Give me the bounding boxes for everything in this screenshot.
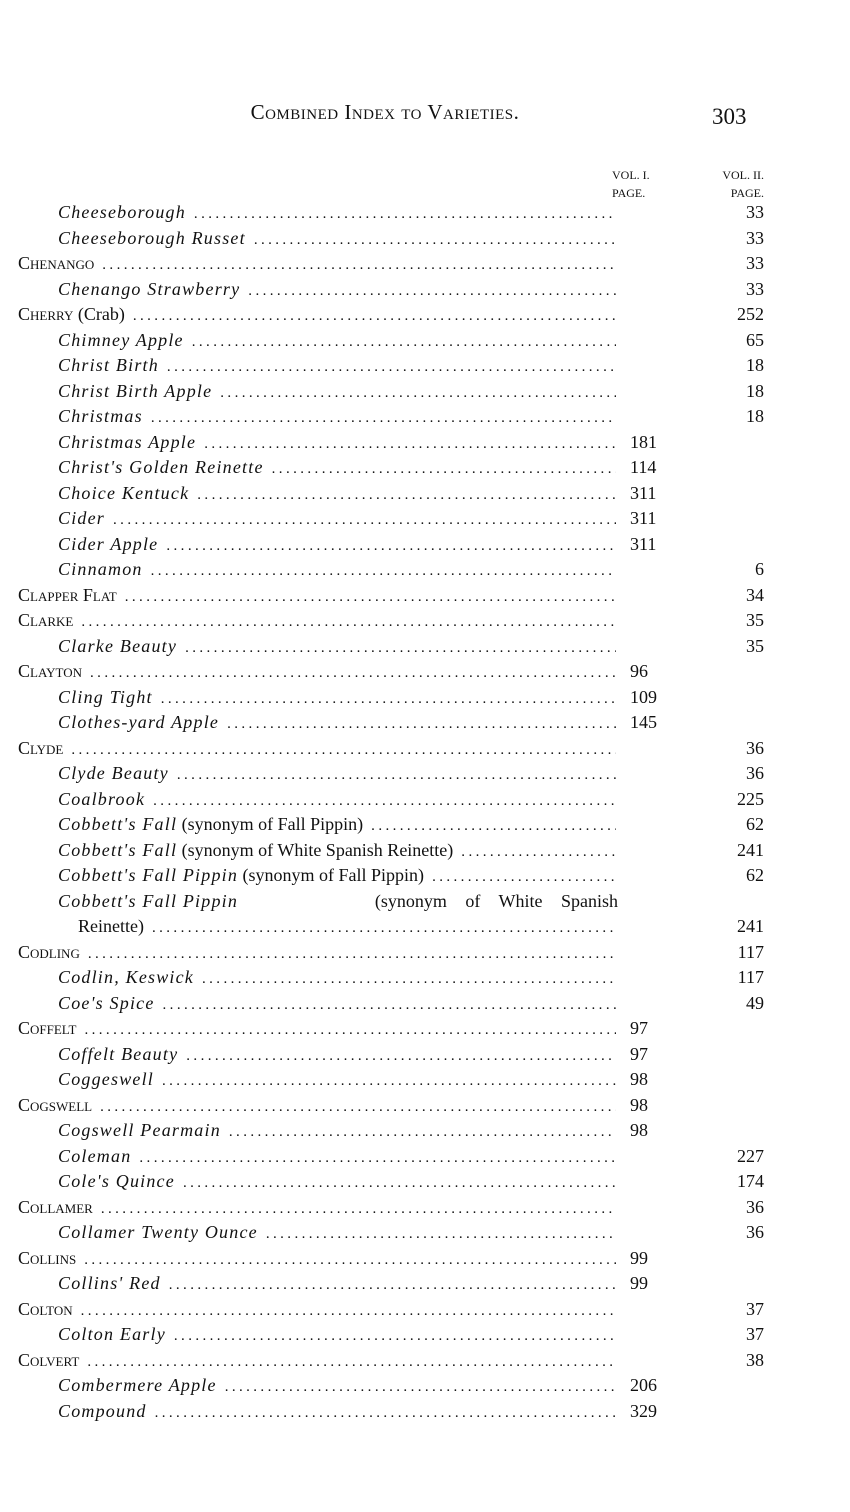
dot-leader xyxy=(101,1197,616,1223)
entry-name: Cider xyxy=(58,508,106,528)
index-entry xyxy=(18,1271,764,1297)
vol1-page: 98 xyxy=(630,1069,648,1089)
entry-name: Coe's Spice xyxy=(58,992,155,1013)
entry-lead xyxy=(18,277,240,303)
vol1-page: 98 xyxy=(630,1094,648,1115)
index-entry xyxy=(18,1067,764,1093)
entry-lead xyxy=(18,1322,166,1348)
entry-name: Christmas xyxy=(58,406,143,426)
dot-leader xyxy=(183,1171,616,1197)
index-entry xyxy=(18,634,764,660)
index-entry xyxy=(18,1042,764,1068)
vol2-page: 36 xyxy=(746,737,764,758)
entry-note: (synonym of Fall Pippin) xyxy=(181,814,364,834)
index-entry xyxy=(18,608,764,634)
entry-lead xyxy=(18,481,189,507)
entry-lead xyxy=(18,200,186,226)
index-entry xyxy=(18,761,764,787)
vol2-page: 33 xyxy=(746,253,764,273)
entry-name: Cider Apple xyxy=(58,533,159,554)
entry-lead xyxy=(18,863,424,889)
dot-leader xyxy=(151,559,616,585)
index-entry xyxy=(18,659,764,685)
entry-name: Cling Tight xyxy=(58,686,153,707)
entry-name: Christ Birth Apple xyxy=(58,380,213,401)
index-entry xyxy=(18,481,764,507)
entry-lead xyxy=(18,1373,217,1399)
dot-leader xyxy=(225,1375,616,1401)
entry-lead xyxy=(18,659,82,685)
index-entry xyxy=(18,532,764,558)
entry-lead xyxy=(18,1067,154,1093)
dot-leader xyxy=(113,508,616,534)
dot-leader xyxy=(161,687,616,713)
entry-lead xyxy=(18,1399,147,1425)
vol2-page: 117 xyxy=(737,967,764,987)
entry-lead xyxy=(18,430,196,456)
index-entry xyxy=(18,302,764,328)
index-entry xyxy=(18,430,764,456)
dot-leader xyxy=(167,355,616,381)
entry-name: Collamer xyxy=(18,1196,93,1217)
index-entry xyxy=(18,1144,764,1170)
entry-name: Choice Kentuck xyxy=(58,482,190,503)
dot-leader xyxy=(204,432,616,458)
entry-lead xyxy=(18,736,63,762)
dot-leader xyxy=(162,1069,616,1095)
dot-leader xyxy=(125,585,616,611)
index-entry xyxy=(18,1016,764,1042)
entry-lead xyxy=(18,965,194,991)
index-entries xyxy=(18,200,764,1424)
dot-leader xyxy=(139,1146,616,1172)
entry-lead xyxy=(18,940,80,966)
vol2-page: 117 xyxy=(737,941,764,962)
vol2-page: 33 xyxy=(746,202,764,222)
entry-lead xyxy=(18,379,212,405)
index-entry xyxy=(18,1169,764,1195)
entry-lead xyxy=(18,812,363,838)
dot-leader xyxy=(155,1401,616,1427)
index-entry xyxy=(18,226,764,252)
entry-lead xyxy=(18,685,153,711)
entry-lead xyxy=(18,787,145,813)
vol2-page: 174 xyxy=(737,1171,764,1191)
running-head-title: Combined Index to Varieties. xyxy=(250,100,520,124)
entry-name: Coffelt Beauty xyxy=(58,1043,179,1064)
index-entry xyxy=(18,353,764,379)
entry-name: Cobbett's Fall Pippin xyxy=(58,890,239,911)
dot-leader xyxy=(102,253,616,279)
entry-lead xyxy=(18,914,144,940)
dot-leader xyxy=(87,1350,616,1376)
dot-leader xyxy=(133,304,616,330)
vol2-page: 241 xyxy=(737,916,764,936)
vol2-page: 34 xyxy=(746,584,764,605)
entry-lead xyxy=(18,506,105,532)
entry-name: Clayton xyxy=(18,661,83,681)
index-entry xyxy=(18,328,764,354)
entry-name: Coalbrook xyxy=(58,788,146,809)
entry-name: Cogswell xyxy=(18,1094,93,1115)
entry-lead xyxy=(18,1016,76,1042)
index-entry xyxy=(18,812,764,838)
entry-name: Clyde xyxy=(18,737,64,758)
vol1-page: 145 xyxy=(630,712,657,732)
entry-lead xyxy=(18,1169,175,1195)
dot-leader xyxy=(186,1044,616,1070)
vol1-page: 311 xyxy=(630,482,657,503)
entry-name: Clarke Beauty xyxy=(58,635,178,656)
entry-name: Chenango Strawberry xyxy=(58,278,241,299)
index-entry xyxy=(18,455,764,481)
entry-lead xyxy=(18,557,143,583)
dot-leader xyxy=(177,763,616,789)
index-entry xyxy=(18,506,764,532)
vol2-page: 33 xyxy=(746,278,764,299)
vol2-page: 65 xyxy=(746,329,764,350)
entry-note: (synonym of White Spanish xyxy=(374,890,618,911)
index-entry xyxy=(18,1195,764,1221)
index-entry xyxy=(18,838,764,864)
entry-lead xyxy=(18,353,159,379)
index-entry xyxy=(18,863,764,889)
entry-name: Cobbett's Fall xyxy=(58,814,178,834)
entry-lead xyxy=(18,838,453,864)
entry-name: Colvert xyxy=(18,1349,80,1370)
entry-name: Christ's Golden Reinette xyxy=(58,457,264,477)
index-entry xyxy=(18,1297,764,1323)
dot-leader xyxy=(371,814,616,840)
entry-lead xyxy=(18,226,246,252)
entry-note: (synonym of Fall Pippin) xyxy=(242,865,425,885)
vol1-page: 97 xyxy=(630,1018,648,1038)
vol2-page: 252 xyxy=(737,304,764,324)
dot-leader xyxy=(153,789,616,815)
vol1-page: 329 xyxy=(630,1400,657,1421)
vol2-page: 18 xyxy=(746,406,764,426)
entry-name: Colton Early xyxy=(58,1324,166,1344)
entry-lead xyxy=(18,1297,73,1323)
dot-leader xyxy=(227,712,616,738)
index-entry xyxy=(18,379,764,405)
entry-lead xyxy=(18,710,219,736)
entry-name: Cole's Quince xyxy=(58,1171,175,1191)
column-header-vol2 xyxy=(700,166,764,202)
dot-leader xyxy=(169,1273,616,1299)
dot-leader xyxy=(151,406,616,432)
entry-name: Cobbett's Fall xyxy=(58,839,178,860)
dot-leader xyxy=(71,738,616,764)
entry-name: Clyde Beauty xyxy=(58,763,169,783)
dot-leader xyxy=(84,1018,616,1044)
dot-leader xyxy=(88,942,616,968)
entry-lead xyxy=(18,583,117,609)
vol1-page: 311 xyxy=(630,508,657,528)
vol2-page: 225 xyxy=(737,788,764,809)
page-number: 303 xyxy=(712,104,747,129)
vol1-page: 97 xyxy=(630,1043,648,1064)
vol2-page: 36 xyxy=(746,1196,764,1217)
entry-lead xyxy=(18,991,155,1017)
vol1-page: 206 xyxy=(630,1375,657,1395)
entry-name: Compound xyxy=(58,1400,147,1421)
vol1-page: 109 xyxy=(630,686,657,707)
entry-name: Clarke xyxy=(18,610,74,630)
entry-lead xyxy=(18,455,264,481)
entry-continuation: Reinette) xyxy=(78,916,144,936)
entry-name: Cinnamon xyxy=(58,559,143,579)
vol1-page: 99 xyxy=(630,1273,648,1293)
vol1-page: 99 xyxy=(630,1247,648,1268)
vol2-page: 38 xyxy=(746,1349,764,1370)
vol2-page: 62 xyxy=(746,865,764,885)
entry-name: Collamer Twenty Ounce xyxy=(58,1222,258,1242)
column-header-vol1-line1: VOL. I. xyxy=(612,168,650,182)
entry-name: Chenango xyxy=(18,253,95,273)
dot-leader xyxy=(163,993,616,1019)
dot-leader xyxy=(266,1222,616,1248)
vol1-page: 98 xyxy=(630,1120,648,1140)
dot-leader xyxy=(166,534,616,560)
entry-lead xyxy=(18,1348,79,1374)
entry-lead xyxy=(18,1093,92,1119)
dot-leader xyxy=(152,916,616,942)
vol1-page: 311 xyxy=(630,533,657,554)
index-entry xyxy=(18,1220,764,1246)
entry-lead xyxy=(18,404,143,430)
entry-name: Coggeswell xyxy=(58,1069,154,1089)
dot-leader xyxy=(248,279,616,305)
dot-leader xyxy=(174,1324,616,1350)
index-entry xyxy=(18,1093,764,1119)
index-entry xyxy=(18,991,764,1017)
entry-name: Christmas Apple xyxy=(58,431,197,452)
vol2-page: 36 xyxy=(746,1222,764,1242)
entry-lead xyxy=(18,1220,258,1246)
dot-leader xyxy=(81,1299,616,1325)
entry-lead xyxy=(18,1271,161,1297)
index-entry xyxy=(18,277,764,303)
dot-leader xyxy=(461,840,616,866)
index-entry xyxy=(18,685,764,711)
vol2-page: 62 xyxy=(746,814,764,834)
index-entry xyxy=(18,1118,764,1144)
index-entry xyxy=(18,940,764,966)
dot-leader xyxy=(220,381,616,407)
entry-name: Clothes-yard Apple xyxy=(58,712,220,732)
entry-name: Collins' Red xyxy=(58,1273,161,1293)
entry-lead xyxy=(18,608,73,634)
vol2-page: 33 xyxy=(746,227,764,248)
dot-leader xyxy=(254,228,616,254)
vol2-page: 49 xyxy=(746,992,764,1013)
index-entry-line xyxy=(18,889,764,915)
dot-leader xyxy=(197,483,616,509)
vol2-page: 35 xyxy=(746,635,764,656)
vol1-page: 96 xyxy=(630,661,648,681)
entry-name: Cobbett's Fall Pippin xyxy=(58,865,239,885)
entry-lead xyxy=(18,328,184,354)
index-entry xyxy=(18,710,764,736)
index-entry xyxy=(18,200,764,226)
entry-name: Combermere Apple xyxy=(58,1375,217,1395)
index-entry xyxy=(18,1246,764,1272)
dot-leader xyxy=(185,636,616,662)
vol2-page: 241 xyxy=(737,839,764,860)
entry-lead xyxy=(18,302,125,328)
dot-leader xyxy=(432,865,616,891)
entry-lead xyxy=(18,761,169,787)
entry-lead xyxy=(18,634,177,660)
entry-name: Chimney Apple xyxy=(58,329,184,350)
vol2-page: 227 xyxy=(737,1145,764,1166)
vol1-page: 114 xyxy=(630,457,657,477)
vol2-page: 18 xyxy=(746,380,764,401)
entry-name: Codlin, Keswick xyxy=(58,967,194,987)
entry-note: (Crab) xyxy=(77,304,125,324)
index-entry xyxy=(18,1399,764,1425)
entry-name: Colton xyxy=(18,1298,73,1319)
dot-leader xyxy=(194,202,616,228)
entry-lead xyxy=(18,251,94,277)
column-header-vol2-line2: PAGE. xyxy=(730,186,764,200)
entry-name: Cheeseborough xyxy=(58,202,186,222)
entry-name: Christ Birth xyxy=(58,355,159,375)
entry-lead xyxy=(18,1195,93,1221)
entry-name: Coleman xyxy=(58,1145,132,1166)
dot-leader xyxy=(84,1248,616,1274)
index-entry xyxy=(18,557,764,583)
index-entry-wrapped-line xyxy=(18,889,618,915)
index-entry xyxy=(18,736,764,762)
index-entry xyxy=(18,1373,764,1399)
vol2-page: 35 xyxy=(746,610,764,630)
index-entry-continuation xyxy=(18,914,764,940)
index-entry xyxy=(18,583,764,609)
entry-name: Cheeseborough Russet xyxy=(58,227,246,248)
entry-lead xyxy=(18,532,158,558)
entry-lead xyxy=(18,1042,178,1068)
column-header-vol1-line2: PAGE. xyxy=(612,186,646,200)
entry-name: Cherry xyxy=(18,304,74,324)
entry-name: Coffelt xyxy=(18,1018,77,1038)
column-header-vol2-line1: VOL. II. xyxy=(722,168,764,182)
index-entry xyxy=(18,1348,764,1374)
entry-name: Clapper Flat xyxy=(18,584,117,605)
vol2-page: 37 xyxy=(746,1298,764,1319)
index-entry xyxy=(18,404,764,430)
index-entry xyxy=(18,251,764,277)
dot-leader xyxy=(229,1120,616,1146)
entry-lead xyxy=(18,1144,131,1170)
vol2-page: 37 xyxy=(746,1324,764,1344)
vol1-page: 181 xyxy=(630,431,657,452)
vol2-page: 36 xyxy=(746,763,764,783)
column-header-vol1 xyxy=(604,166,678,202)
dot-leader xyxy=(100,1095,616,1121)
entry-lead xyxy=(18,1246,76,1272)
dot-leader xyxy=(192,330,616,356)
index-entry xyxy=(18,965,764,991)
vol2-page: 6 xyxy=(755,559,764,579)
vol2-page: 18 xyxy=(746,355,764,375)
dot-leader xyxy=(272,457,616,483)
dot-leader xyxy=(90,661,616,687)
entry-note: (synonym of White Spanish Reinette) xyxy=(181,839,454,860)
dot-leader xyxy=(202,967,616,993)
entry-name: Cogswell Pearmain xyxy=(58,1120,221,1140)
dot-leader xyxy=(81,610,616,636)
index-entry xyxy=(18,787,764,813)
entry-name: Collins xyxy=(18,1247,77,1268)
entry-lead xyxy=(18,1118,221,1144)
entry-name: Codling xyxy=(18,941,80,962)
index-entry xyxy=(18,1322,764,1348)
